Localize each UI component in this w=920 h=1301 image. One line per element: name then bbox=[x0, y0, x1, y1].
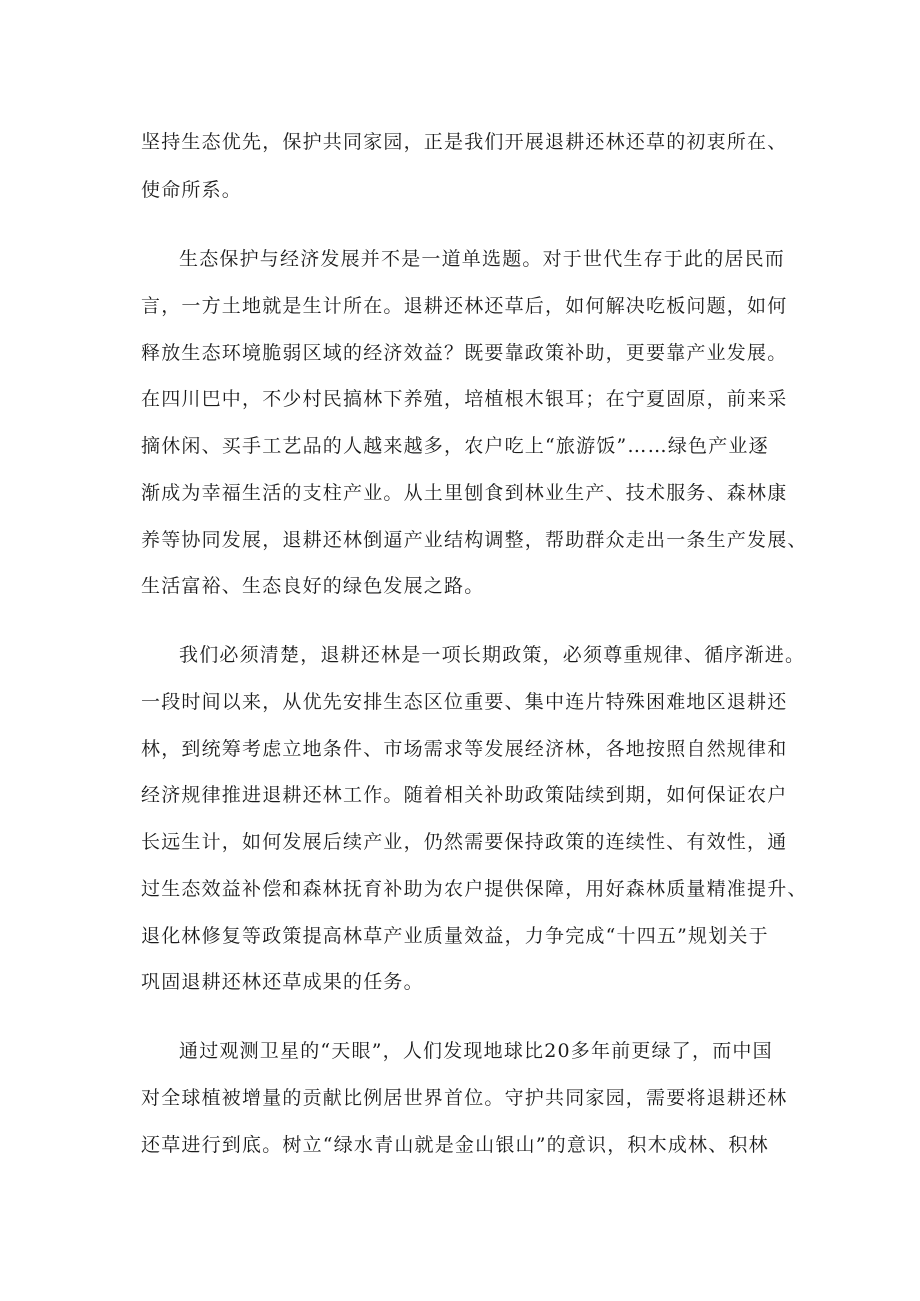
paragraph-4-line-2: 对全球植被增量的贡献比例居世界首位。守护共同家园，需要将退耕还林 bbox=[141, 1087, 788, 1109]
paragraph-2-line-4: 在四川巴中，不少村民搞林下养殖，培植根木银耳；在宁夏固原，前来采 bbox=[141, 388, 788, 410]
paragraph-3-line-8: 巩固退耕还林还草成果的任务。 bbox=[141, 971, 424, 993]
paragraph-2-line-7: 养等协同发展，退耕还林倒逼产业结构调整，帮助群众走出一条生产发展、 bbox=[141, 529, 808, 551]
paragraph-3-line-6: 过生态效益补偿和森林抚育补助为农户提供保障，用好森林质量精准提升、 bbox=[141, 878, 808, 900]
paragraph-1-line-1: 坚持生态优先，保护共同家园，正是我们开展退耕还林还草的初衷所在、 bbox=[141, 131, 788, 153]
paragraph-1-line-2: 使命所系。 bbox=[141, 179, 243, 201]
paragraph-3-line-5: 长远生计，如何发展后续产业，仍然需要保持政策的连续性、有效性，通 bbox=[141, 831, 788, 853]
paragraph-2-line-5: 摘休闲、买手工艺品的人越来越多，农户吃上“旅游饭”……绿色产业逐 bbox=[141, 435, 769, 457]
paragraph-3-line-3: 林，到统筹考虑立地条件、市场需求等发展经济林，各地按照自然规律和 bbox=[141, 738, 788, 760]
paragraph-2-line-3: 释放生态环境脆弱区域的经济效益？既要靠政策补助，更要靠产业发展。 bbox=[141, 342, 788, 364]
paragraph-3-line-2: 一段时间以来，从优先安排生态区位重要、集中连片特殊困难地区退耕还 bbox=[141, 691, 788, 713]
paragraph-2-line-1: 生态保护与经济发展并不是一道单选题。对于世代生存于此的居民而 bbox=[179, 248, 786, 270]
paragraph-3-line-7: 退化林修复等政策提高林草产业质量效益，力争完成“十四五”规划关于 bbox=[141, 925, 769, 947]
paragraph-4-line-3: 还草进行到底。树立“绿水青山就是金山银山”的意识，积木成林、积林 bbox=[141, 1134, 769, 1156]
paragraph-2-line-6: 渐成为幸福生活的支柱产业。从土里刨食到林业生产、技术服务、森林康 bbox=[141, 482, 788, 504]
paragraph-3-line-4: 经济规律推进退耕还林工作。随着相关补助政策陆续到期，如何保证农户 bbox=[141, 784, 788, 806]
paragraph-2-line-8: 生活富裕、生态良好的绿色发展之路。 bbox=[141, 575, 485, 597]
paragraph-2-line-2: 言，一方土地就是生计所在。退耕还林还草后，如何解决吃板问题，如何 bbox=[141, 295, 788, 317]
paragraph-3-line-1: 我们必须清楚，退耕还林是一项长期政策，必须尊重规律、循序渐进。 bbox=[179, 644, 806, 666]
paragraph-4-line-1: 通过观测卫星的“天眼”，人们发现地球比20多年前更绿了，而中国 bbox=[179, 1040, 773, 1062]
